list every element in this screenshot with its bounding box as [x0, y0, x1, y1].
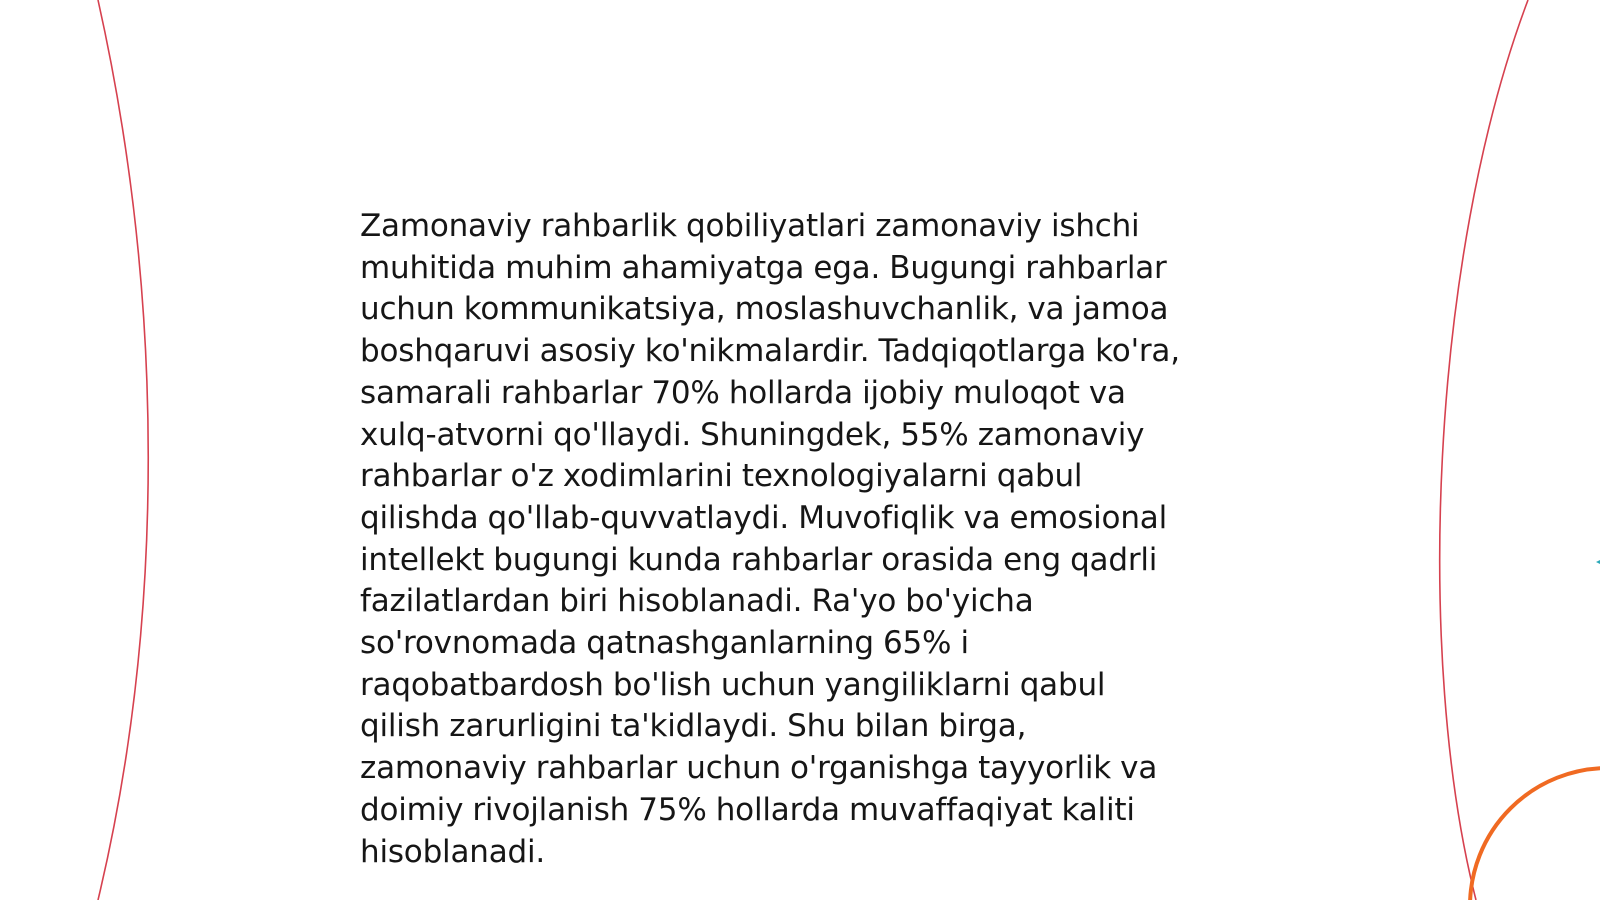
body-paragraph: Zamonaviy rahbarlik qobiliyatlari zamonaviy ishchi muhitida muhim ahamiyatga ega. Bugungi rahbarlar uchun kommunikatsiya, moslashuvchanlik, va jamoa boshqaruvi asosiy ko'nikmalardir. Tadqiqotlarga ko'ra, samarali rahbarlar 70% hollarda ijobiy muloqot va xulq-atvorni qo'llaydi. Shuningdek, 55% zamonaviy rahbarlar o'z xodimlarini texnologiyalarni qabul qilishda qo'llab-quvvatlaydi. Muvofiqlik va emosional intellekt bugungi kunda rahbarlar orasida eng qadrli fazilatlardan biri hisoblanadi. Ra'yo bo'yicha so'rovnomada qatnashganlarning 65% i raqobatbardosh bo'lish uchun yangiliklarni qabul qilish zarurligini ta'kidlaydi. Shu bilan birga, zamonaviy rahbarlar uchun o'rganishga tayyorlik va doimiy rivojlanish 75% hollarda muvaffaqiyat kaliti hisoblanadi.: [360, 208, 1180, 870]
orange-circle-outline: [1470, 768, 1600, 900]
teal-edge-mark: [1596, 560, 1600, 564]
left-arc-line: [98, 0, 148, 900]
right-arc-line: [1440, 0, 1528, 900]
